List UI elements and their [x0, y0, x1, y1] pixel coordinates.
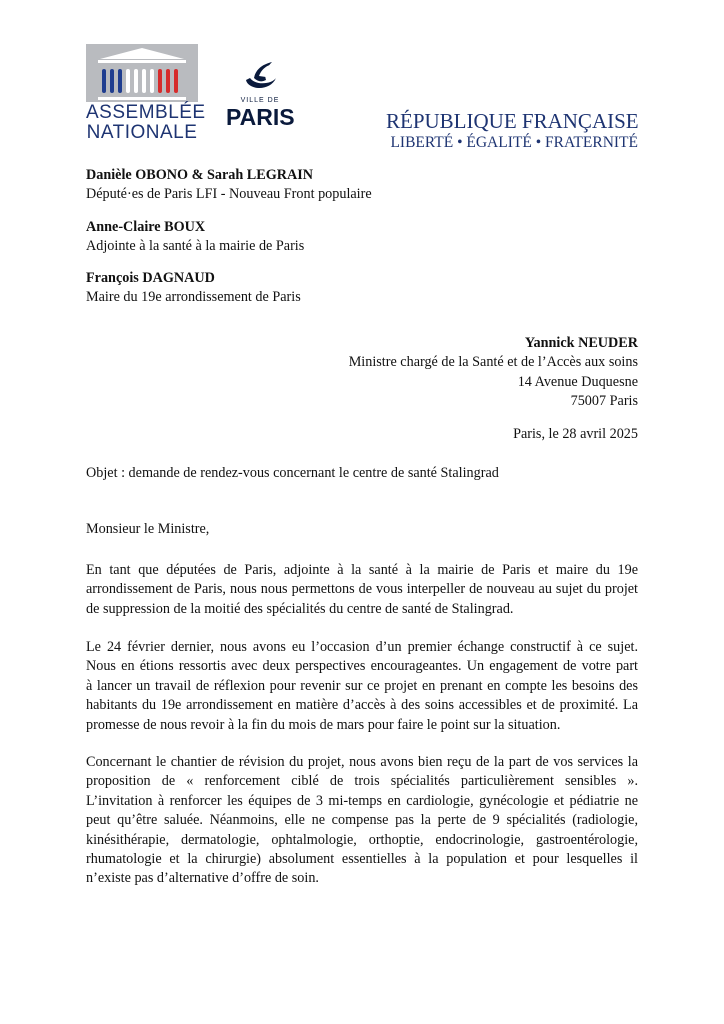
body-paragraph-1	[86, 561, 638, 619]
assemblee-nationale-wordmark	[86, 102, 206, 143]
ville-de-paris-logo	[226, 60, 294, 134]
paragraph-line: L’invitation à renforcer les équipes de 3 mi-temps en cardiologie, gynécologie et pédiatrie ne	[86, 792, 638, 809]
paragraph-line: promesse de nous revoir à la fin du mois de mars pour faire le point sur la situation.	[86, 716, 561, 733]
letter-subject: Objet : demande de rendez-vous concernant le centre de santé Stalingrad	[86, 465, 499, 481]
republique-title: RÉPUBLIQUE FRANÇAISE	[386, 109, 639, 133]
body-paragraph-3	[86, 753, 638, 889]
sender-block-2	[86, 218, 304, 257]
assemblee-nationale-logo	[86, 44, 206, 144]
assemblee-line2: NATIONALE	[86, 122, 198, 143]
hemicycle-icon	[86, 44, 198, 102]
paragraph-line: habitants du 19e arrondissement en matière d’accès à des soins accessibles et de proximité. La	[86, 697, 638, 714]
recipient-city: 75007 Paris	[570, 393, 638, 410]
body-paragraph-2	[86, 638, 638, 735]
paragraph-line: proposition de « renforcement ciblé de trois spécialités particulièrement sensibles ».	[86, 773, 638, 790]
recipient-title: Ministre chargé de la Santé et de l’Accès aux soins	[348, 354, 638, 371]
republique-motto: LIBERTÉ • ÉGALITÉ • FRATERNITÉ	[390, 134, 638, 151]
paragraph-line: à lancer un travail de réflexion pour revenir sur ce projet en prenant en compte les besoins des	[86, 677, 638, 694]
paragraph-line: de suppression de la moitié des spécialités du centre de santé de Stalingrad.	[86, 600, 514, 617]
sender-role: Maire du 19e arrondissement de Paris	[86, 289, 301, 306]
assemblee-line1: ASSEMBLÉE	[86, 102, 206, 123]
sender-block-1	[86, 166, 372, 205]
recipient-block	[349, 334, 638, 412]
letter-date: Paris, le 28 avril 2025	[513, 426, 638, 442]
paragraph-line: peut qu’être saluée. Néanmoins, elle ne compense pas la perte de 9 spécialités (radiologie,	[86, 812, 638, 829]
sender-name: Anne-Claire BOUX	[86, 219, 206, 235]
sender-name: Danièle OBONO & Sarah LEGRAIN	[86, 167, 314, 183]
paragraph-line: kinésithérapie, dermatologie, ophtalmologie, orthoptie, endocrinologie, gastroentérologie,	[86, 831, 638, 848]
paragraph-line: Le 24 février dernier, nous avons eu l’occasion d’un premier échange constructif à ce sujet.	[86, 639, 638, 655]
paragraph-line: Nous en étions ressortis avec deux perspectives encourageantes. Un engagement de votre part	[86, 658, 638, 675]
recipient-name: Yannick NEUDER	[524, 335, 638, 351]
recipient-address: 14 Avenue Duquesne	[517, 373, 638, 390]
paris-ship-icon	[226, 60, 294, 96]
sender-name: François DAGNAUD	[86, 270, 215, 286]
paragraph-line: rhumatologie et la chirurgie) absolument essentielles à la population et pour lesquelles il	[86, 850, 638, 867]
sender-block-3	[86, 269, 301, 308]
republique-francaise-block	[386, 109, 638, 152]
paris-big-label: PARIS	[226, 104, 295, 130]
sender-role: Adjointe à la santé à la mairie de Paris	[86, 238, 305, 255]
sender-role: Député·es de Paris LFI - Nouveau Front populaire	[86, 186, 372, 203]
paragraph-line: arrondissement de Paris, nous nous permettons de vous interpeller de nouveau au sujet du projet	[86, 581, 638, 598]
paragraph-line: n’existe pas d’alternative d’offre de soin.	[86, 870, 319, 887]
letter-salutation: Monsieur le Ministre,	[86, 521, 210, 537]
paris-small-label: VILLE DE	[240, 97, 280, 104]
paragraph-line: Concernant le chantier de révision du projet, nous avons bien reçu de la part de vos services la	[86, 754, 638, 770]
paragraph-line: En tant que députées de Paris, adjointe à la santé à la mairie de Paris et maire du 19e	[86, 562, 638, 578]
